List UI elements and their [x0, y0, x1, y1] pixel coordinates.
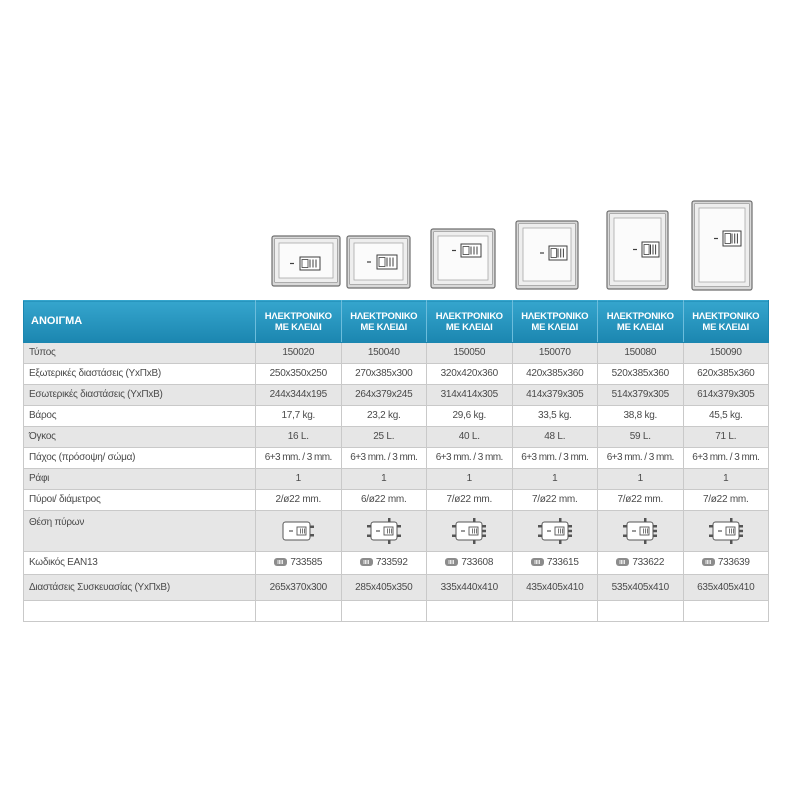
- spec-row-bolts-diameter: [24, 490, 769, 511]
- column-header: [598, 301, 684, 343]
- empty-cell: [683, 601, 769, 622]
- spec-label: Πύροι/ διάμετρος: [24, 490, 256, 511]
- spec-value: 265x370x300: [256, 575, 342, 601]
- spec-row-bolt-position: [24, 511, 769, 552]
- spec-value: 264x379x245: [341, 385, 427, 406]
- spec-label: Όγκος: [24, 427, 256, 448]
- bolt-position-icon: [366, 516, 402, 546]
- column-header-line2: ΜΕ ΚΛΕΙΔΙ: [274, 321, 322, 333]
- spec-row-weight: [24, 406, 769, 427]
- spec-value: [512, 511, 598, 552]
- keypad-icon: [549, 246, 567, 260]
- spec-value: 535x405x410: [598, 575, 684, 601]
- header-label: ΑΝΟΙΓΜΑ: [24, 301, 256, 343]
- column-header: [512, 301, 598, 343]
- spec-value: 1: [683, 469, 769, 490]
- safe-icon: [516, 221, 578, 289]
- keypad-icon: [642, 242, 659, 257]
- bolt-position-icon: [451, 516, 487, 546]
- bolt-position-icon: [280, 519, 316, 543]
- spec-value: 514x379x305: [598, 385, 684, 406]
- spec-value: 7/ø22 mm.: [512, 490, 598, 511]
- safe-icon: [607, 211, 668, 289]
- spec-row-internal-dimensions: [24, 385, 769, 406]
- spec-label: Εξωτερικές διαστάσεις (ΥxΠxΒ): [24, 364, 256, 385]
- spec-value: [341, 552, 427, 575]
- spec-value: 1: [341, 469, 427, 490]
- spec-row-shelf: [24, 469, 769, 490]
- spec-label: Κωδικός EAN13: [24, 552, 256, 575]
- spec-value: 6+3 mm. / 3 mm.: [683, 448, 769, 469]
- spec-label: Θέση πύρων: [24, 511, 256, 552]
- safe-illustrations: [0, 0, 800, 298]
- spec-value: 1: [256, 469, 342, 490]
- spec-label: Ράφι: [24, 469, 256, 490]
- spec-label: Πάχος (πρόσοψη/ σώμα): [24, 448, 256, 469]
- empty-cell: [598, 601, 684, 622]
- spec-value: 6/ø22 mm.: [341, 490, 427, 511]
- column-header-line1: ΗΛΕΚΤΡΟΝΙΚΟ: [264, 310, 332, 322]
- empty-cell: [256, 601, 342, 622]
- spec-value: 150020: [256, 343, 342, 364]
- column-header: [341, 301, 427, 343]
- barcode-icon: [445, 558, 458, 566]
- spec-value: 1: [427, 469, 513, 490]
- barcode-icon: [274, 558, 287, 566]
- spec-value: 16 L.: [256, 427, 342, 448]
- spec-value: 314x414x305: [427, 385, 513, 406]
- spec-value: 59 L.: [598, 427, 684, 448]
- spec-value: 150080: [598, 343, 684, 364]
- empty-cell: [427, 601, 513, 622]
- column-header-line2: ΜΕ ΚΛΕΙΔΙ: [445, 321, 493, 333]
- spec-value: 48 L.: [512, 427, 598, 448]
- spec-value: 244x344x195: [256, 385, 342, 406]
- spec-label: Διαστάσεις Συσκευασίας (ΥxΠxΒ): [24, 575, 256, 601]
- spec-value: 17,7 kg.: [256, 406, 342, 427]
- spec-value: 150070: [512, 343, 598, 364]
- empty-cell: [341, 601, 427, 622]
- keypad-icon: [300, 257, 320, 270]
- keypad-icon: [723, 231, 741, 246]
- spec-label: Εσωτερικές διαστάσεις (ΥxΠxΒ): [24, 385, 256, 406]
- spec-value: 150050: [427, 343, 513, 364]
- spec-value: [256, 511, 342, 552]
- spec-value: 38,8 kg.: [598, 406, 684, 427]
- spec-value: 150090: [683, 343, 769, 364]
- spec-row-empty: [24, 601, 769, 622]
- spec-row-type: [24, 343, 769, 364]
- barcode-icon: [531, 558, 544, 566]
- safe-icon: [431, 229, 495, 288]
- column-header: [683, 301, 769, 343]
- spec-value: 414x379x305: [512, 385, 598, 406]
- column-header: [427, 301, 513, 343]
- keypad-icon: [461, 244, 481, 257]
- ean-code: 733585: [290, 557, 323, 568]
- barcode-icon: [360, 558, 373, 566]
- spec-value: 620x385x360: [683, 364, 769, 385]
- spec-value: 1: [512, 469, 598, 490]
- empty-cell: [24, 601, 256, 622]
- spec-value: 270x385x300: [341, 364, 427, 385]
- spec-value: 45,5 kg.: [683, 406, 769, 427]
- barcode-icon: [616, 558, 629, 566]
- spec-value: [683, 511, 769, 552]
- column-header-line1: ΗΛΕΚΤΡΟΝΙΚΟ: [435, 310, 503, 322]
- spec-row-external-dimensions: [24, 364, 769, 385]
- spec-value: 250x350x250: [256, 364, 342, 385]
- spec-value: [598, 552, 684, 575]
- spec-value: 71 L.: [683, 427, 769, 448]
- ean-code: 733622: [632, 557, 665, 568]
- spec-value: 335x440x410: [427, 575, 513, 601]
- spec-header-row: [24, 301, 769, 343]
- spec-label: Τύπος: [24, 343, 256, 364]
- spec-row-ean13: [24, 552, 769, 575]
- ean-code: 733615: [546, 557, 579, 568]
- spec-value: 1: [598, 469, 684, 490]
- spec-value: 520x385x360: [598, 364, 684, 385]
- column-header-line2: ΜΕ ΚΛΕΙΔΙ: [360, 321, 408, 333]
- ean-code: 733639: [717, 557, 750, 568]
- bolt-position-icon: [537, 516, 573, 546]
- column-header-line1: ΗΛΕΚΤΡΟΝΙΚΟ: [692, 310, 760, 322]
- bolt-position-icon: [708, 516, 744, 546]
- spec-value: [683, 552, 769, 575]
- spec-value: 6+3 mm. / 3 mm.: [341, 448, 427, 469]
- column-header-line2: ΜΕ ΚΛΕΙΔΙ: [531, 321, 579, 333]
- spec-value: [427, 511, 513, 552]
- keypad-icon: [377, 255, 397, 269]
- spec-label: Βάρος: [24, 406, 256, 427]
- spec-table: [23, 300, 769, 622]
- spec-value: 40 L.: [427, 427, 513, 448]
- spec-value: [256, 552, 342, 575]
- column-header-line1: ΗΛΕΚΤΡΟΝΙΚΟ: [521, 310, 589, 322]
- spec-value: 2/ø22 mm.: [256, 490, 342, 511]
- spec-value: 33,5 kg.: [512, 406, 598, 427]
- spec-value: 6+3 mm. / 3 mm.: [598, 448, 684, 469]
- spec-value: [512, 552, 598, 575]
- spec-value: 285x405x350: [341, 575, 427, 601]
- spec-value: 6+3 mm. / 3 mm.: [512, 448, 598, 469]
- safe-icon: [272, 236, 340, 286]
- column-header-line2: ΜΕ ΚΛΕΙΔΙ: [702, 321, 750, 333]
- empty-cell: [512, 601, 598, 622]
- spec-value: 6+3 mm. / 3 mm.: [256, 448, 342, 469]
- spec-value: [341, 511, 427, 552]
- spec-value: [598, 511, 684, 552]
- spec-value: 7/ø22 mm.: [427, 490, 513, 511]
- spec-value: 23,2 kg.: [341, 406, 427, 427]
- column-header: [256, 301, 342, 343]
- ean-code: 733592: [375, 557, 408, 568]
- spec-value: 635x405x410: [683, 575, 769, 601]
- spec-value: 420x385x360: [512, 364, 598, 385]
- safe-icon: [692, 201, 752, 290]
- ean-code: 733608: [461, 557, 494, 568]
- spec-value: 7/ø22 mm.: [683, 490, 769, 511]
- column-header-line1: ΗΛΕΚΤΡΟΝΙΚΟ: [606, 310, 674, 322]
- column-header-line2: ΜΕ ΚΛΕΙΔΙ: [616, 321, 664, 333]
- spec-value: 29,6 kg.: [427, 406, 513, 427]
- spec-value: 25 L.: [341, 427, 427, 448]
- barcode-icon: [702, 558, 715, 566]
- spec-row-package-dimensions: [24, 575, 769, 601]
- spec-value: 435x405x410: [512, 575, 598, 601]
- safe-icon: [347, 236, 410, 288]
- spec-value: 6+3 mm. / 3 mm.: [427, 448, 513, 469]
- spec-value: 150040: [341, 343, 427, 364]
- spec-value: 614x379x305: [683, 385, 769, 406]
- spec-row-volume: [24, 427, 769, 448]
- spec-value: [427, 552, 513, 575]
- spec-value: 320x420x360: [427, 364, 513, 385]
- column-header-line1: ΗΛΕΚΤΡΟΝΙΚΟ: [350, 310, 418, 322]
- spec-row-thickness: [24, 448, 769, 469]
- spec-value: 7/ø22 mm.: [598, 490, 684, 511]
- bolt-position-icon: [622, 516, 658, 546]
